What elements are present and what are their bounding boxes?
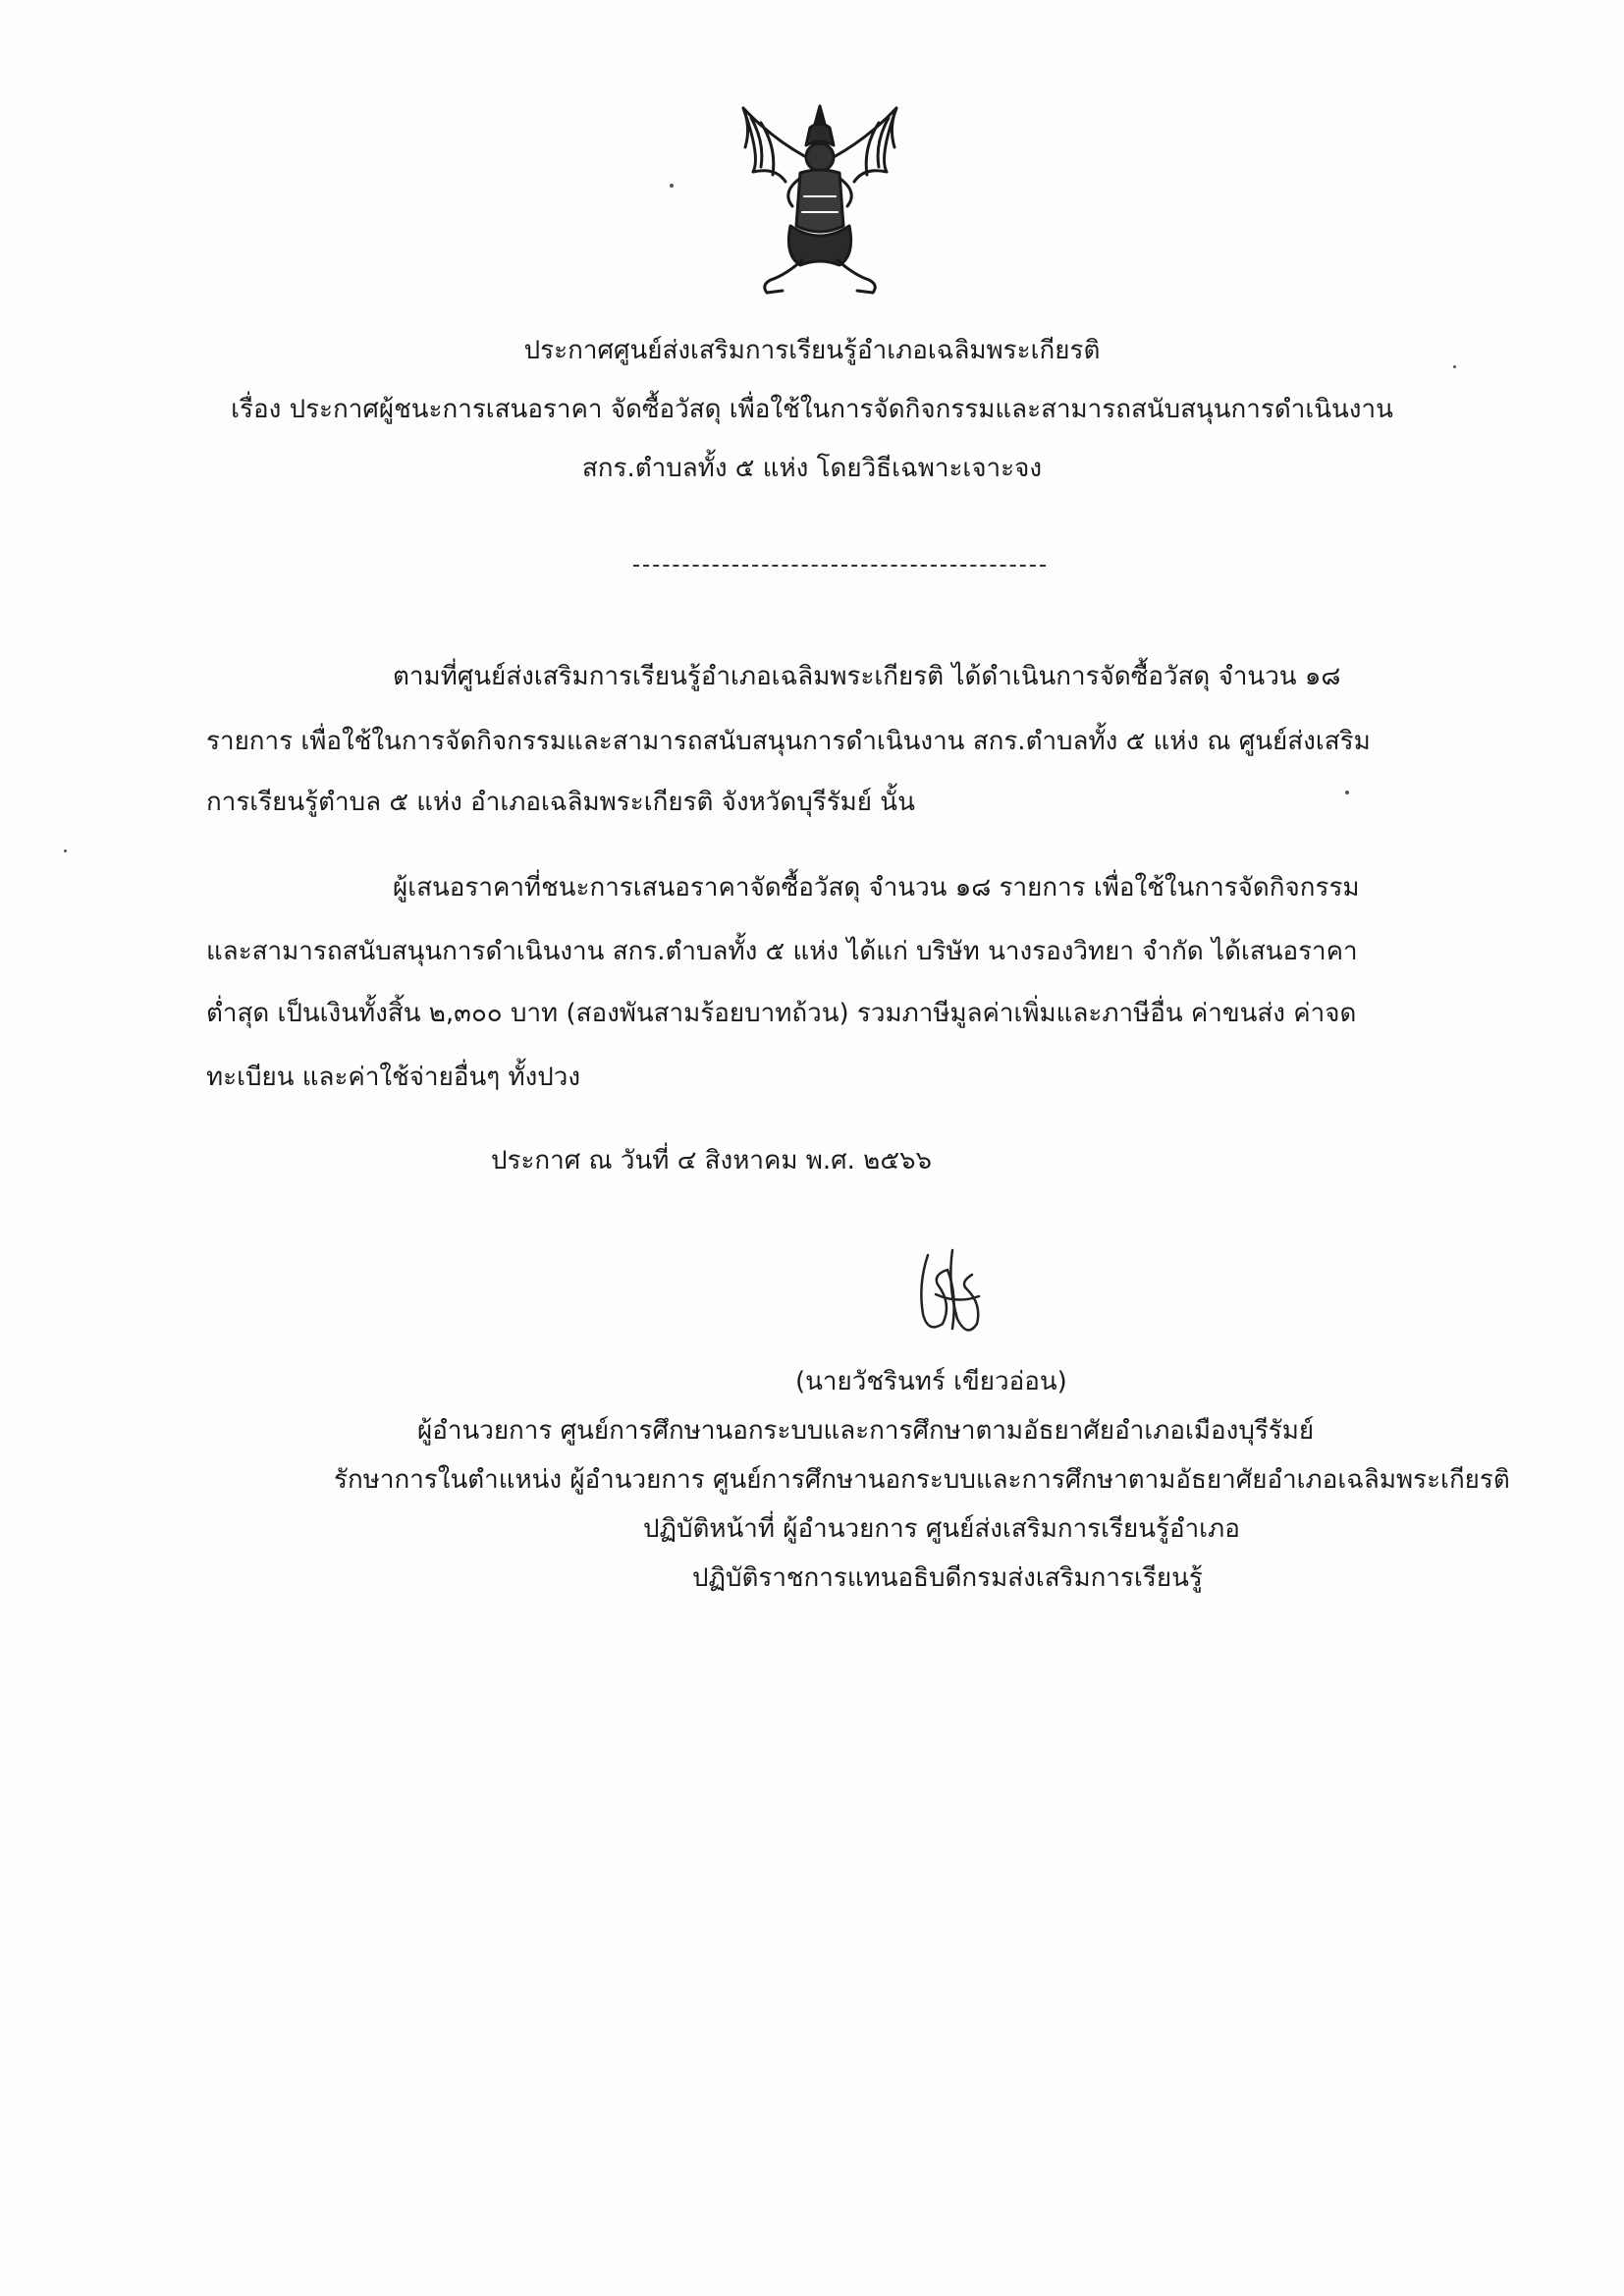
paragraph-2-line-3: ต่ำสุด เป็นเงินทั้งสิ้น ๒,๓๐๐ บาท (สองพันสามร้อยบาทถ้วน) รวมภาษีมูลค่าเพิ่มและภาษีอื่น ค่าขนส่ง ค่าจด: [206, 999, 1357, 1028]
garuda-emblem-icon: [731, 98, 908, 300]
paragraph-1-line-2: รายการ เพื่อใช้ในการจัดกิจกรรมและสามารถสนับสนุนการดำเนินงาน สกร.ตำบลทั้ง ๕ แห่ง ณ ศูนย์ส่งเสริม: [206, 727, 1371, 756]
announcement-date: ประกาศ ณ วันที่ ๔ สิงหาคม พ.ศ. ๒๕๖๖: [491, 1146, 933, 1175]
paragraph-1-line-3: การเรียนรู้ตำบล ๕ แห่ง อำเภอเฉลิมพระเกียรติ จังหวัดบุรีรัมย์ นั้น: [206, 788, 915, 817]
paragraph-1-line-1: ตามที่ศูนย์ส่งเสริมการเรียนรู้อำเภอเฉลิมพระเกียรติ ได้ดำเนินการจัดซื้อวัสดุ จำนวน ๑๘: [393, 662, 1341, 691]
signer-position-2: รักษาการในตำแหน่ง ผู้อำนวยการ ศูนย์การศึกษานอกระบบและการศึกษาตามอัธยาศัยอำเภอเฉลิมพระเกียรติ: [334, 1465, 1510, 1495]
paragraph-2-line-2: และสามารถสนับสนุนการดำเนินงาน สกร.ตำบลทั้ง ๕ แห่ง ได้แก่ บริษัท นางรองวิทยา จำกัด ได้เสนอราคา: [206, 937, 1358, 966]
paragraph-2-line-1: ผู้เสนอราคาที่ชนะการเสนอราคาจัดซื้อวัสดุ จำนวน ๑๘ รายการ เพื่อใช้ในการจัดกิจกรรม: [393, 873, 1360, 902]
announcement-title: ประกาศศูนย์ส่งเสริมการเรียนรู้อำเภอเฉลิมพระเกียรติ: [523, 336, 1101, 365]
scan-speck: [1345, 791, 1349, 794]
scan-speck: [64, 849, 67, 852]
scan-speck: [670, 184, 674, 188]
signer-name: (นายวัชรินทร์ เขียวอ่อน): [795, 1367, 1067, 1396]
handwritten-signature: [898, 1235, 1006, 1343]
signer-position-1: ผู้อำนวยการ ศูนย์การศึกษานอกระบบและการศึกษาตามอัธยาศัยอำเภอเมืองบุรีรัมย์: [417, 1416, 1315, 1446]
subject-line-1: เรื่อง ประกาศผู้ชนะการเสนอราคา จัดซื้อวัสดุ เพื่อใช้ในการจัดกิจกรรมและสามารถสนับสนุนการดำเนินงาน: [231, 395, 1393, 424]
divider-line: [633, 565, 1046, 567]
paragraph-2-line-4: ทะเบียน และค่าใช้จ่ายอื่นๆ ทั้งปวง: [206, 1063, 581, 1092]
signer-position-4: ปฏิบัติราชการแทนอธิบดีกรมส่งเสริมการเรียนรู้: [692, 1563, 1203, 1593]
subject-line-2: สกร.ตำบลทั้ง ๕ แห่ง โดยวิธีเฉพาะเจาะจง: [581, 454, 1043, 483]
signer-position-3: ปฏิบัติหน้าที่ ผู้อำนวยการ ศูนย์ส่งเสริมการเรียนรู้อำเภอ: [643, 1514, 1240, 1544]
scan-speck: [1453, 365, 1456, 368]
